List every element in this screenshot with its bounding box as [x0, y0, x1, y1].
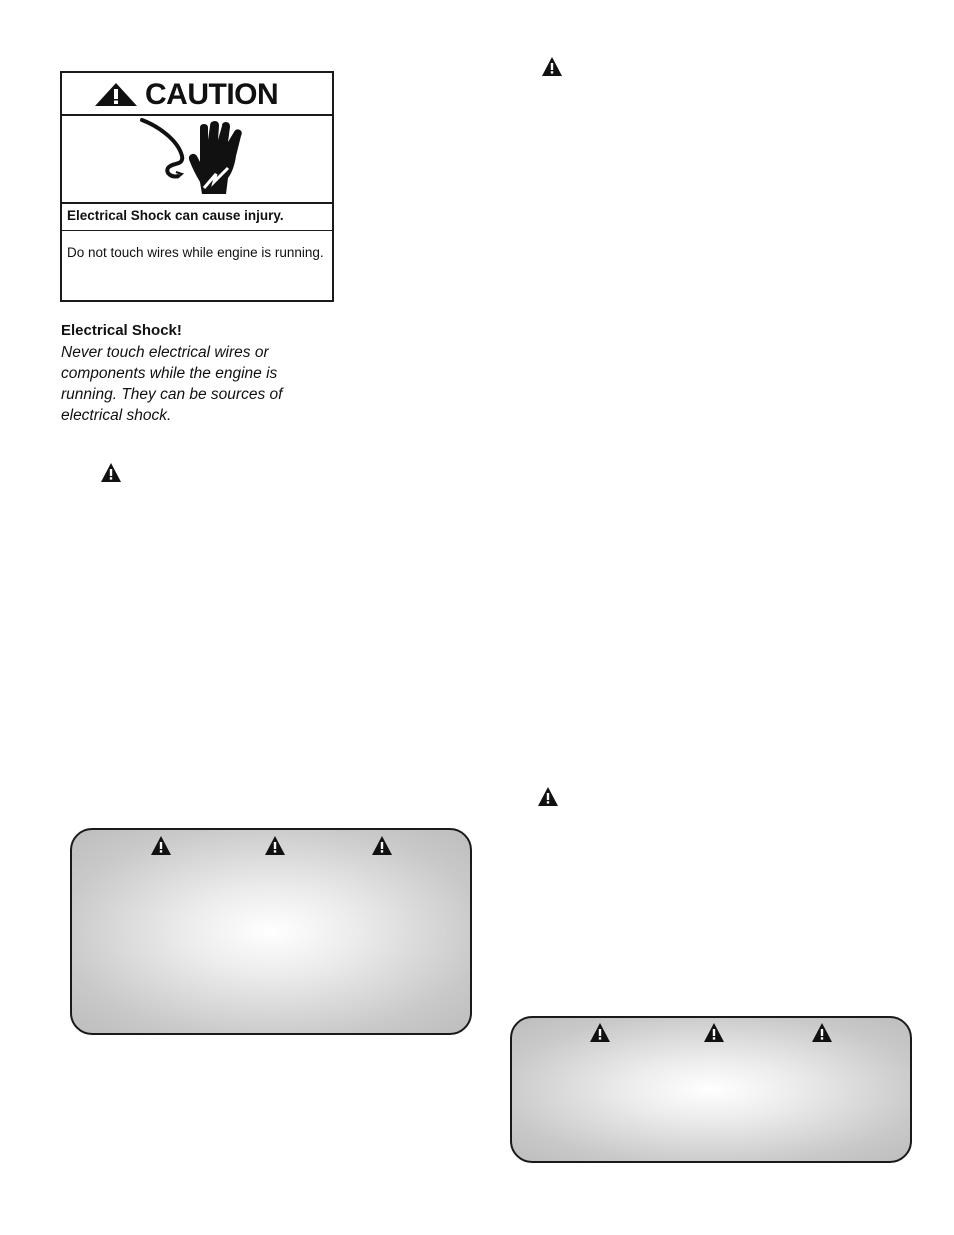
caution-body: Do not touch wires while engine is running.	[67, 245, 324, 260]
caution-divider	[62, 230, 332, 231]
caution-header	[62, 73, 332, 116]
electrical-shock-text: Never touch electrical wires or components while the engine is running. They can be sources of electrical shock.	[61, 344, 283, 424]
warning-triangle-icon	[703, 1022, 725, 1043]
warning-triangle-icon	[589, 1022, 611, 1043]
warning-triangle-icon	[371, 835, 393, 856]
electrical-shock-title: Electrical Shock!	[61, 322, 182, 339]
warning-panel	[70, 828, 472, 1035]
warning-triangle-icon	[94, 82, 138, 107]
caution-title: CAUTION	[145, 78, 279, 111]
warning-triangle-icon	[541, 56, 563, 77]
warning-triangle-icon	[537, 786, 559, 807]
electrical-shock-hand-icon	[138, 116, 258, 202]
warning-triangle-icon	[811, 1022, 833, 1043]
caution-label	[60, 71, 334, 302]
warning-triangle-icon	[150, 835, 172, 856]
caution-pictogram	[62, 116, 332, 204]
warning-triangle-icon	[100, 462, 122, 483]
caution-heading: Electrical Shock can cause injury.	[67, 208, 284, 223]
warning-triangle-icon	[264, 835, 286, 856]
